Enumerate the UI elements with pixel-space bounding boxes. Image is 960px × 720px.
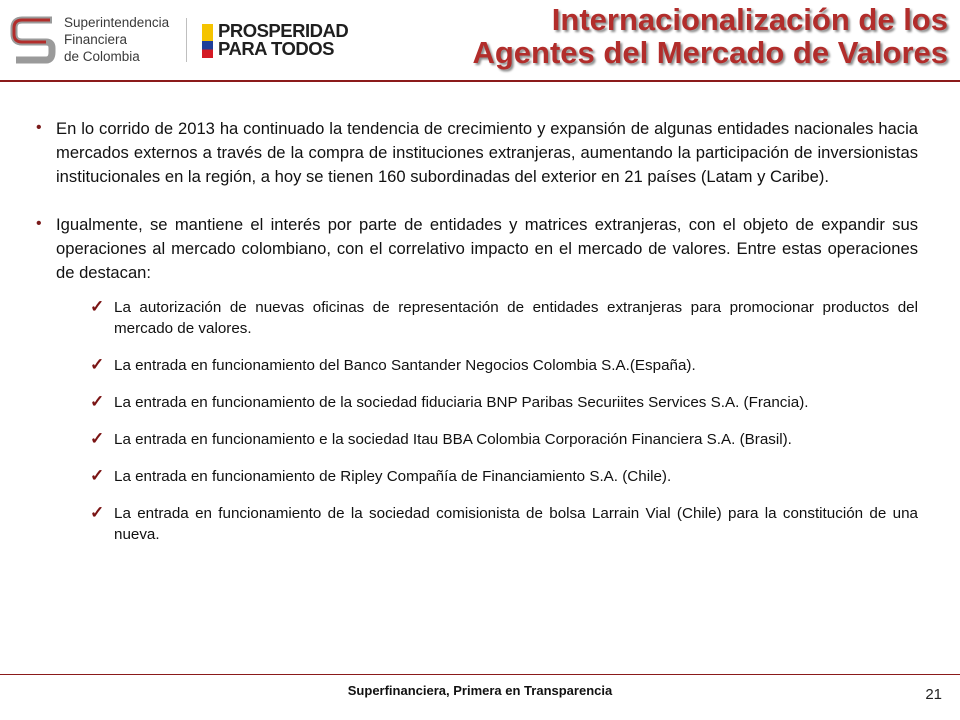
footer-tagline: Superfinanciera, Primera en Transparencia bbox=[347, 683, 613, 698]
list-item-text: La entrada en funcionamiento de Ripley Compañía de Financiamiento S.A. (Chile). bbox=[114, 468, 672, 485]
bullet-text: Igualmente, se mantiene el interés por parte de entidades y matrices extranjeras, con el objeto de expandir sus operaciones al mercado colombiano, con el correlativo impacto en el mercado de valores. Entre estas operaciones de destacan: bbox=[56, 215, 918, 282]
bullet-item bbox=[36, 213, 918, 285]
logo-divider bbox=[186, 18, 187, 62]
checkmark-icon: ✓ bbox=[90, 503, 105, 522]
bullet-item bbox=[36, 117, 918, 189]
title-line-1: Internacionalización de los bbox=[551, 2, 948, 37]
superfinanciera-name bbox=[64, 14, 169, 65]
page-number: 21 bbox=[925, 686, 942, 703]
prosperidad-logo bbox=[202, 22, 352, 62]
list-item bbox=[90, 355, 918, 376]
checkmark-icon: ✓ bbox=[90, 429, 105, 448]
footer-rule bbox=[0, 674, 960, 675]
list-item bbox=[90, 297, 918, 339]
logo-line: Financiera bbox=[64, 32, 128, 47]
checkmark-icon: ✓ bbox=[90, 297, 105, 316]
list-item-text: La entrada en funcionamiento e la sociedad Itau BBA Colombia Corporación Financiera S.A. (Brasil). bbox=[114, 431, 792, 448]
operations-list bbox=[36, 297, 918, 545]
superfinanciera-logo bbox=[8, 12, 176, 70]
slide-header bbox=[0, 0, 960, 82]
colombia-flag-icon bbox=[202, 24, 213, 58]
list-item-text: La autorización de nuevas oficinas de representación de entidades extranjeras para promocionar productos del mercado de valores. bbox=[114, 299, 918, 337]
bullet-icon: • bbox=[36, 215, 42, 232]
list-item-text: La entrada en funcionamiento del Banco Santander Negocios Colombia S.A.(España). bbox=[114, 357, 696, 374]
list-item bbox=[90, 466, 918, 487]
header-rule bbox=[0, 80, 960, 82]
superfinanciera-s-icon bbox=[8, 12, 60, 68]
checkmark-icon: ✓ bbox=[90, 392, 105, 411]
bullet-icon: • bbox=[36, 119, 42, 136]
list-item bbox=[90, 392, 918, 413]
prosperidad-line: PROSPERIDAD bbox=[218, 20, 349, 41]
page-title bbox=[472, 3, 948, 69]
logo-line: de Colombia bbox=[64, 49, 140, 64]
title-line-2: Agentes del Mercado de Valores bbox=[472, 35, 948, 70]
para-todos-line: PARA TODOS bbox=[218, 38, 334, 59]
list-item bbox=[90, 429, 918, 450]
checkmark-icon: ✓ bbox=[90, 466, 105, 485]
checkmark-icon: ✓ bbox=[90, 355, 105, 374]
list-item-text: La entrada en funcionamiento de la sociedad comisionista de bolsa Larrain Vial (Chile) para la constitución de una nueva. bbox=[114, 505, 918, 543]
list-item-text: La entrada en funcionamiento de la sociedad fiduciaria BNP Paribas Securiites Services S.A. (Francia). bbox=[114, 394, 809, 411]
slide-content bbox=[36, 117, 918, 561]
logo-line: Superintendencia bbox=[64, 15, 170, 30]
bullet-text: En lo corrido de 2013 ha continuado la tendencia de crecimiento y expansión de algunas entidades nacionales hacia mercados externos a través de la compra de instituciones extranjeras, aumentando la participación de inversionistas institucionales en la región, a hoy se tienen 160 subordinadas del exterior en 21 países (Latam y Caribe). bbox=[56, 119, 918, 186]
list-item bbox=[90, 503, 918, 545]
